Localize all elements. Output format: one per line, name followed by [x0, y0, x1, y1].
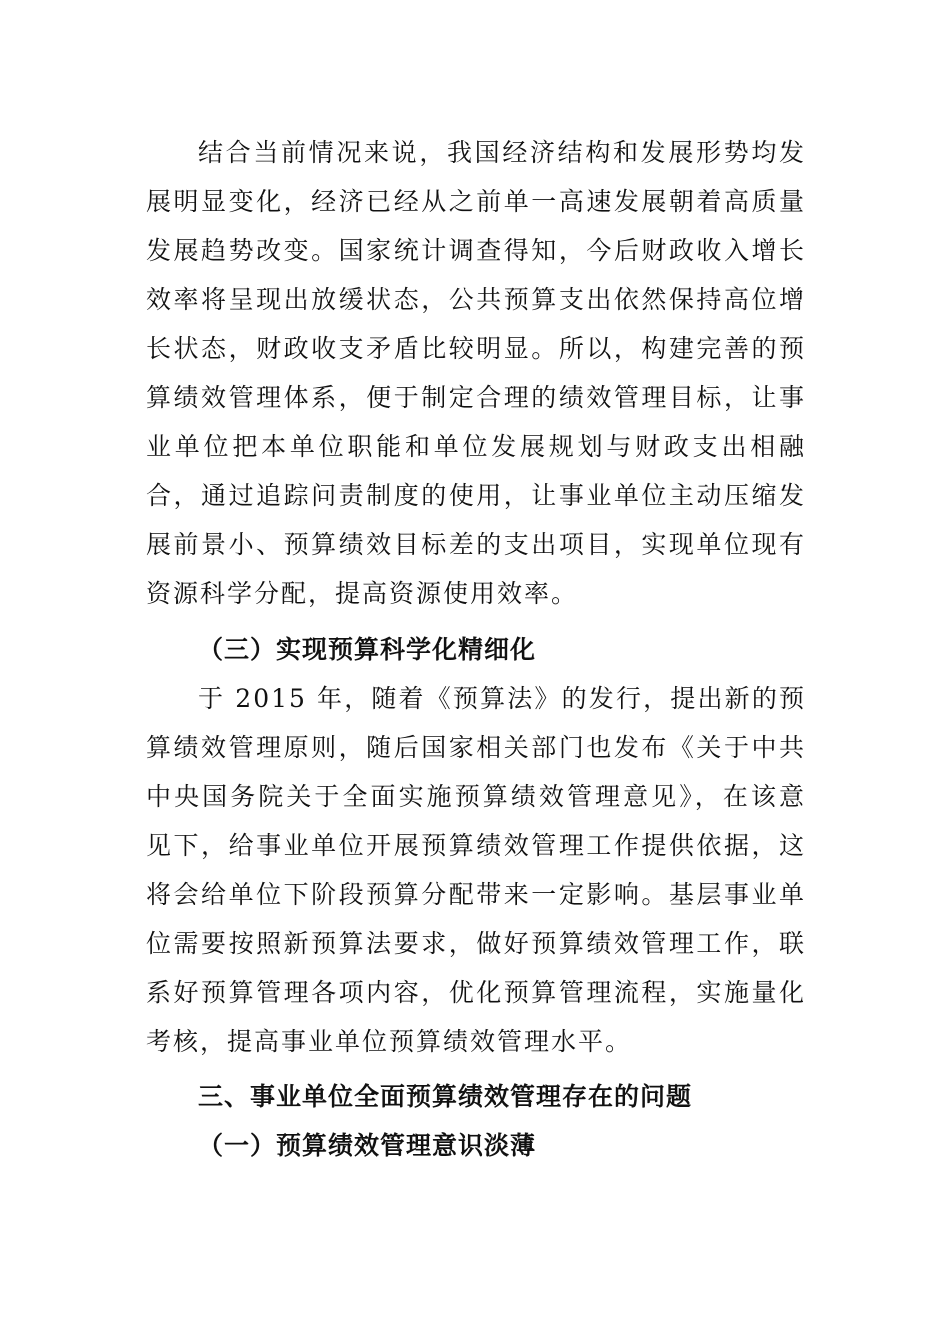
- body-paragraph-1: 结合当前情况来说，我国经济结构和发展形势均发展明显变化，经济已经从之前单一高速发展朝着高质量发展趋势改变。国家统计调查得知，今后财政收入增长效率将呈现出放缓状态，公共预算支出依然保持高位增长状态，财政收支矛盾比较明显。所以，构建完善的预算绩效管理体系，便于制定合理的绩效管理目标，让事业单位把本单位职能和单位发展规划与财政支出相融合，通过追踪问责制度的使用，让事业单位主动压缩发展前景小、预算绩效目标差的支出项目，实现单位现有资源科学分配，提高资源使用效率。: [146, 138, 806, 608]
- subheading-1: （一）预算绩效管理意识淡薄: [198, 1131, 537, 1160]
- section-heading-3: 三、事业单位全面预算绩效管理存在的问题: [198, 1082, 693, 1111]
- subheading-3: （三）实现预算科学化精细化: [198, 635, 537, 664]
- body-paragraph-2: 于 2015 年，随着《预算法》的发行，提出新的预算绩效管理原则，随后国家相关部门也发布《关于中共中央国务院关于全面实施预算绩效管理意见》，在该意见下，给事业单位开展预算绩效管理工作提供依据，这将会给单位下阶段预算分配带来一定影响。基层事业单位需要按照新预算法要求，做好预算绩效管理工作，联系好预算管理各项内容，优化预算管理流程，实施量化考核，提高事业单位预算绩效管理水平。: [146, 684, 806, 1056]
